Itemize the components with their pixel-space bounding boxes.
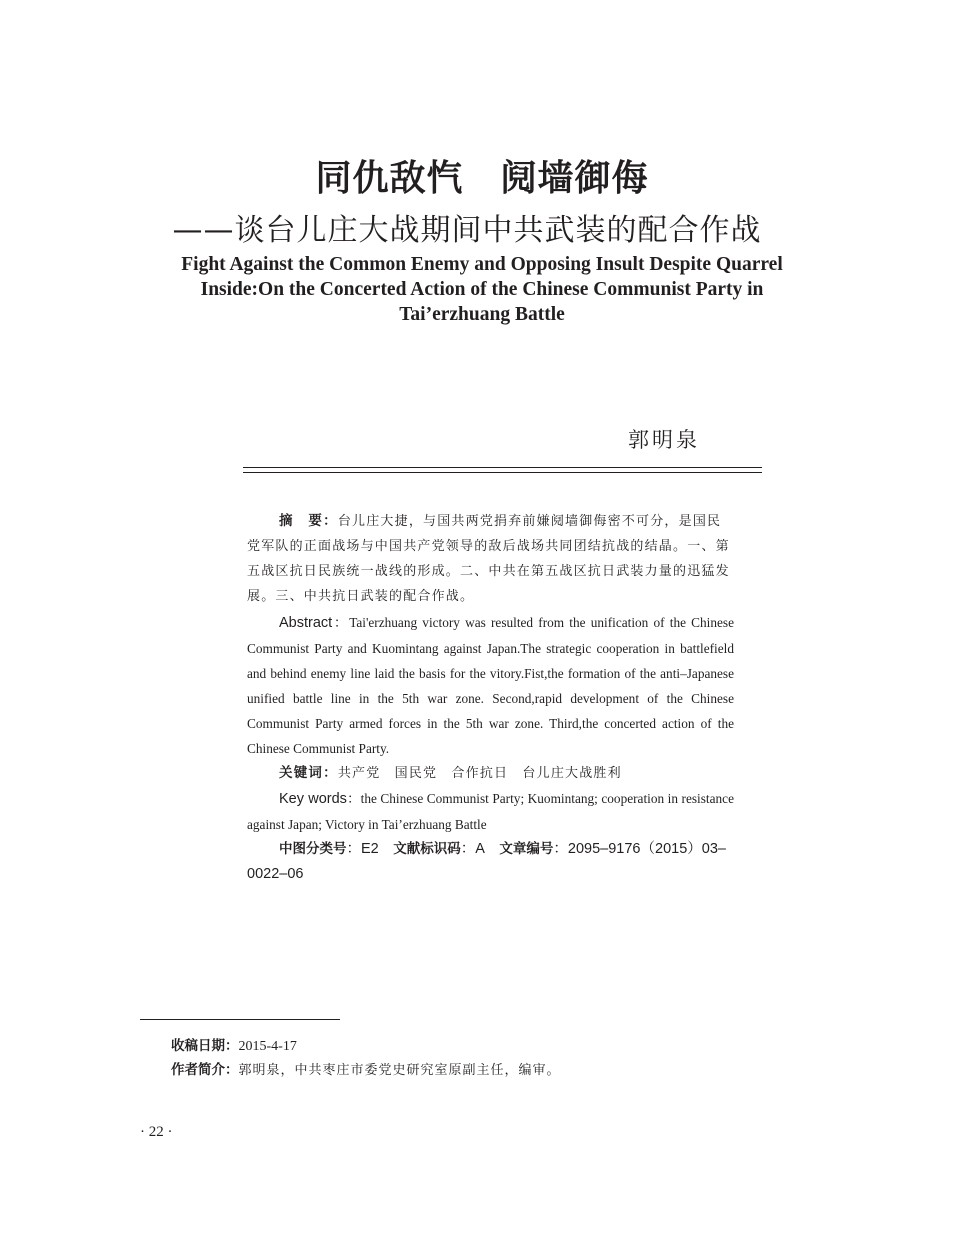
title-english xyxy=(130,252,834,327)
author-name: 郭明泉 xyxy=(628,428,700,452)
keywords-chinese-label: 关键词 xyxy=(279,765,324,781)
label-separator: ： xyxy=(332,615,350,630)
keywords-english-text: the Chinese Communist Party; Kuomintang; cooperation in resistance against Japan; Victory in Tai’erzhuang Battle xyxy=(247,791,734,832)
classification-info xyxy=(247,837,734,887)
keywords-english-label: Key words xyxy=(279,791,347,807)
header-double-rule xyxy=(243,467,762,473)
label-separator: ： xyxy=(346,841,361,857)
received-date: 2015-4-17 xyxy=(238,1039,297,1054)
author-bio-text: 郭明泉，中共枣庄市委党史研究室原副主任，编审。 xyxy=(238,1063,561,1078)
page-number: · 22 · xyxy=(140,1124,173,1140)
label-separator: ： xyxy=(225,1038,239,1054)
abstract-chinese-label: 摘 要 xyxy=(279,513,324,529)
label-separator: ： xyxy=(225,1062,239,1078)
title-english-line: Inside:On the Concerted Action of the Chinese Communist Party in xyxy=(200,279,764,300)
keywords-chinese xyxy=(247,761,734,786)
article-number-value: 2095–9176（2015）03–0022–06 xyxy=(247,841,726,882)
keywords-chinese-text: 共产党 国民党 合作抗日 台儿庄大战胜利 xyxy=(337,766,622,781)
abstract-chinese-text: 台儿庄大捷，与国共两党捐弃前嫌阋墙御侮密不可分，是国民党军队的正面战场与中国共产党领导的敌后战场共同团结抗战的结晶。一、第五战区抗日民族统一战线的形成。二、中共在第五战区抗日武装力量的迅猛发展。三、中共抗日武装的配合作战。 xyxy=(247,514,730,604)
label-separator: ： xyxy=(346,791,361,806)
abstract-chinese xyxy=(247,509,734,609)
abstract-english-text: Tai'erzhuang victory was resulted from the unification of the Chinese Communist Party and Kuomintang against Japan.The strategic cooperation in battlefield and behind enemy line laid the basis for the vitory.Fist,the formation of the anti–Japanese unified battle line in the 5th war zone. Second,rapid development of the Chinese Communist Party armed forces in the 5th war zone. Third,the concerted action of the Chinese Communist Party. xyxy=(247,615,735,756)
label-separator: ： xyxy=(553,841,568,857)
label-separator: ： xyxy=(323,765,338,781)
doc-code-value: A xyxy=(475,841,485,857)
footnote-received xyxy=(171,1036,871,1057)
title-chinese: 同仇敌忾 阋墙御侮 xyxy=(315,158,649,199)
author-bio-label: 作者简介 xyxy=(171,1062,225,1078)
abstract-english-label: Abstract xyxy=(279,615,333,631)
abstract-english xyxy=(247,610,734,761)
clc-value: E2 xyxy=(361,841,379,857)
keywords-english xyxy=(247,786,734,837)
doc-code-label: 文献标识码 xyxy=(393,841,461,857)
subtitle-chinese: ——谈台儿庄大战期间中共武装的配合作战 xyxy=(172,213,762,248)
label-separator: ： xyxy=(323,513,338,529)
clc-label: 中图分类号 xyxy=(279,841,347,857)
label-separator: ： xyxy=(460,841,476,857)
footnote-rule xyxy=(140,1019,340,1020)
footnote-author-bio xyxy=(171,1060,871,1081)
article-number-label: 文章编号 xyxy=(499,841,554,857)
title-english-line: Fight Against the Common Enemy and Opposing Insult Despite Quarrel xyxy=(181,254,783,275)
title-english-line: Tai’erzhuang Battle xyxy=(399,304,565,325)
received-label: 收稿日期 xyxy=(171,1038,225,1054)
